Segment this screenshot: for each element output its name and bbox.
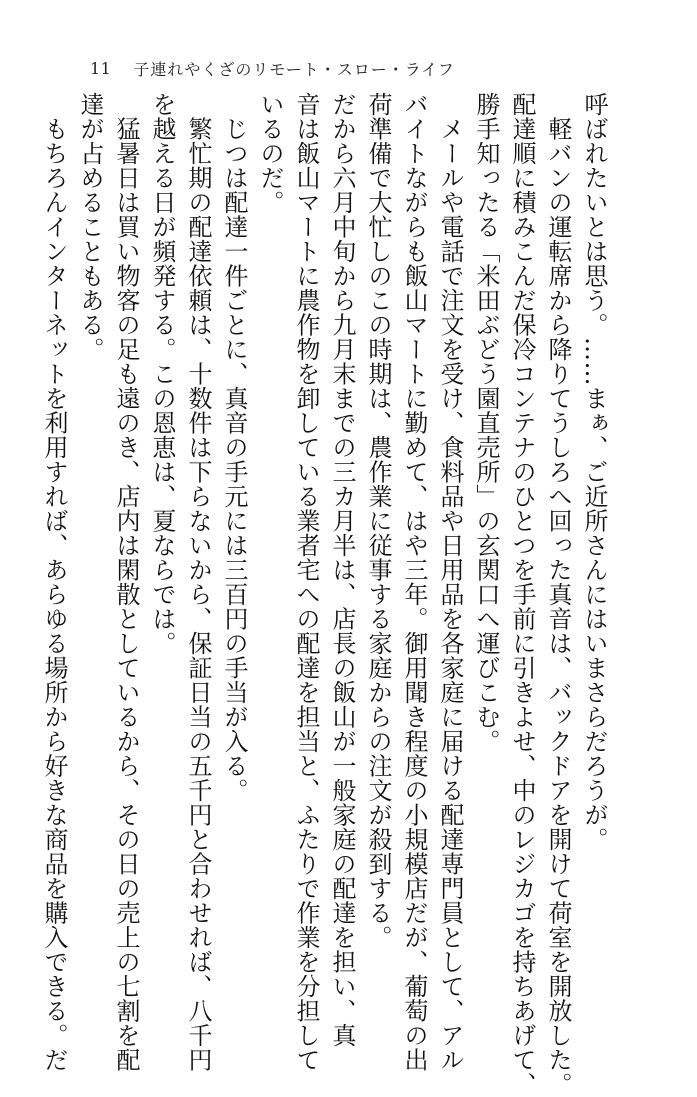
body-text bbox=[36, 92, 612, 1097]
page-number: 11 bbox=[90, 58, 112, 78]
running-header bbox=[90, 58, 455, 78]
text-line: 軽バンの運転席から降りてうしろへ回った真音は、バックドアを開けて荷室を開放した。 bbox=[544, 92, 572, 1097]
text-line: 呼ばれたいとは思う。……まぁ、ご近所さんにはいまさらだろうが。 bbox=[580, 92, 608, 852]
text-line: 猛暑日は買い物客の足も遠のき、店内は閑散としているから、その日の売上の七割を配 bbox=[112, 92, 140, 1072]
book-title: 子連れやくざのリモート・スロー・ライフ bbox=[133, 59, 455, 79]
text-line: バイトながらも飯山マートに勤めて、はや三年。御用聞き程度の小規模店だが、葡萄の出 bbox=[400, 92, 428, 1072]
text-line: もちろんインターネットを利用すれば、あらゆる場所から好きな商品を購入できる。だ bbox=[40, 92, 68, 1072]
text-line: を越える日が頻発する。この恩恵は、夏ならでは。 bbox=[148, 92, 176, 656]
text-line: 勝手知ったる「米田ぶどう園直売所」の玄関口へ運びこむ。 bbox=[472, 92, 500, 754]
text-line: メールや電話で注文を受け、食料品や日用品を各家庭に届ける配達専門員として、アル bbox=[436, 92, 464, 1072]
text-line: じつは配達一件ごとに、真音の手元には三百円の手当が入る。 bbox=[220, 92, 248, 803]
text-line: 音は飯山マートに農作物を卸している業者宅への配達を担当と、ふたりで作業を分担して bbox=[292, 92, 320, 1072]
text-line: 配達順に積みこんだ保冷コンテナのひとつを手前に引きよせ、中のレジカゴを持ちあげて、 bbox=[508, 92, 536, 1097]
text-line: だから六月中旬から九月末までの三カ月半は、店長の飯山が一般家庭の配達を担い、真 bbox=[328, 92, 356, 1048]
text-line: 達が占めることもある。 bbox=[76, 92, 104, 362]
text-line: 繁忙期の配達依頼は、十数件は下らないから、保証日当の五千円と合わせれば、八千円 bbox=[184, 92, 212, 1072]
text-line: 荷準備で大忙しのこの時期は、農作業に従事する家庭からの注文が殺到する。 bbox=[364, 92, 392, 950]
text-line: いるのだ。 bbox=[256, 92, 284, 215]
